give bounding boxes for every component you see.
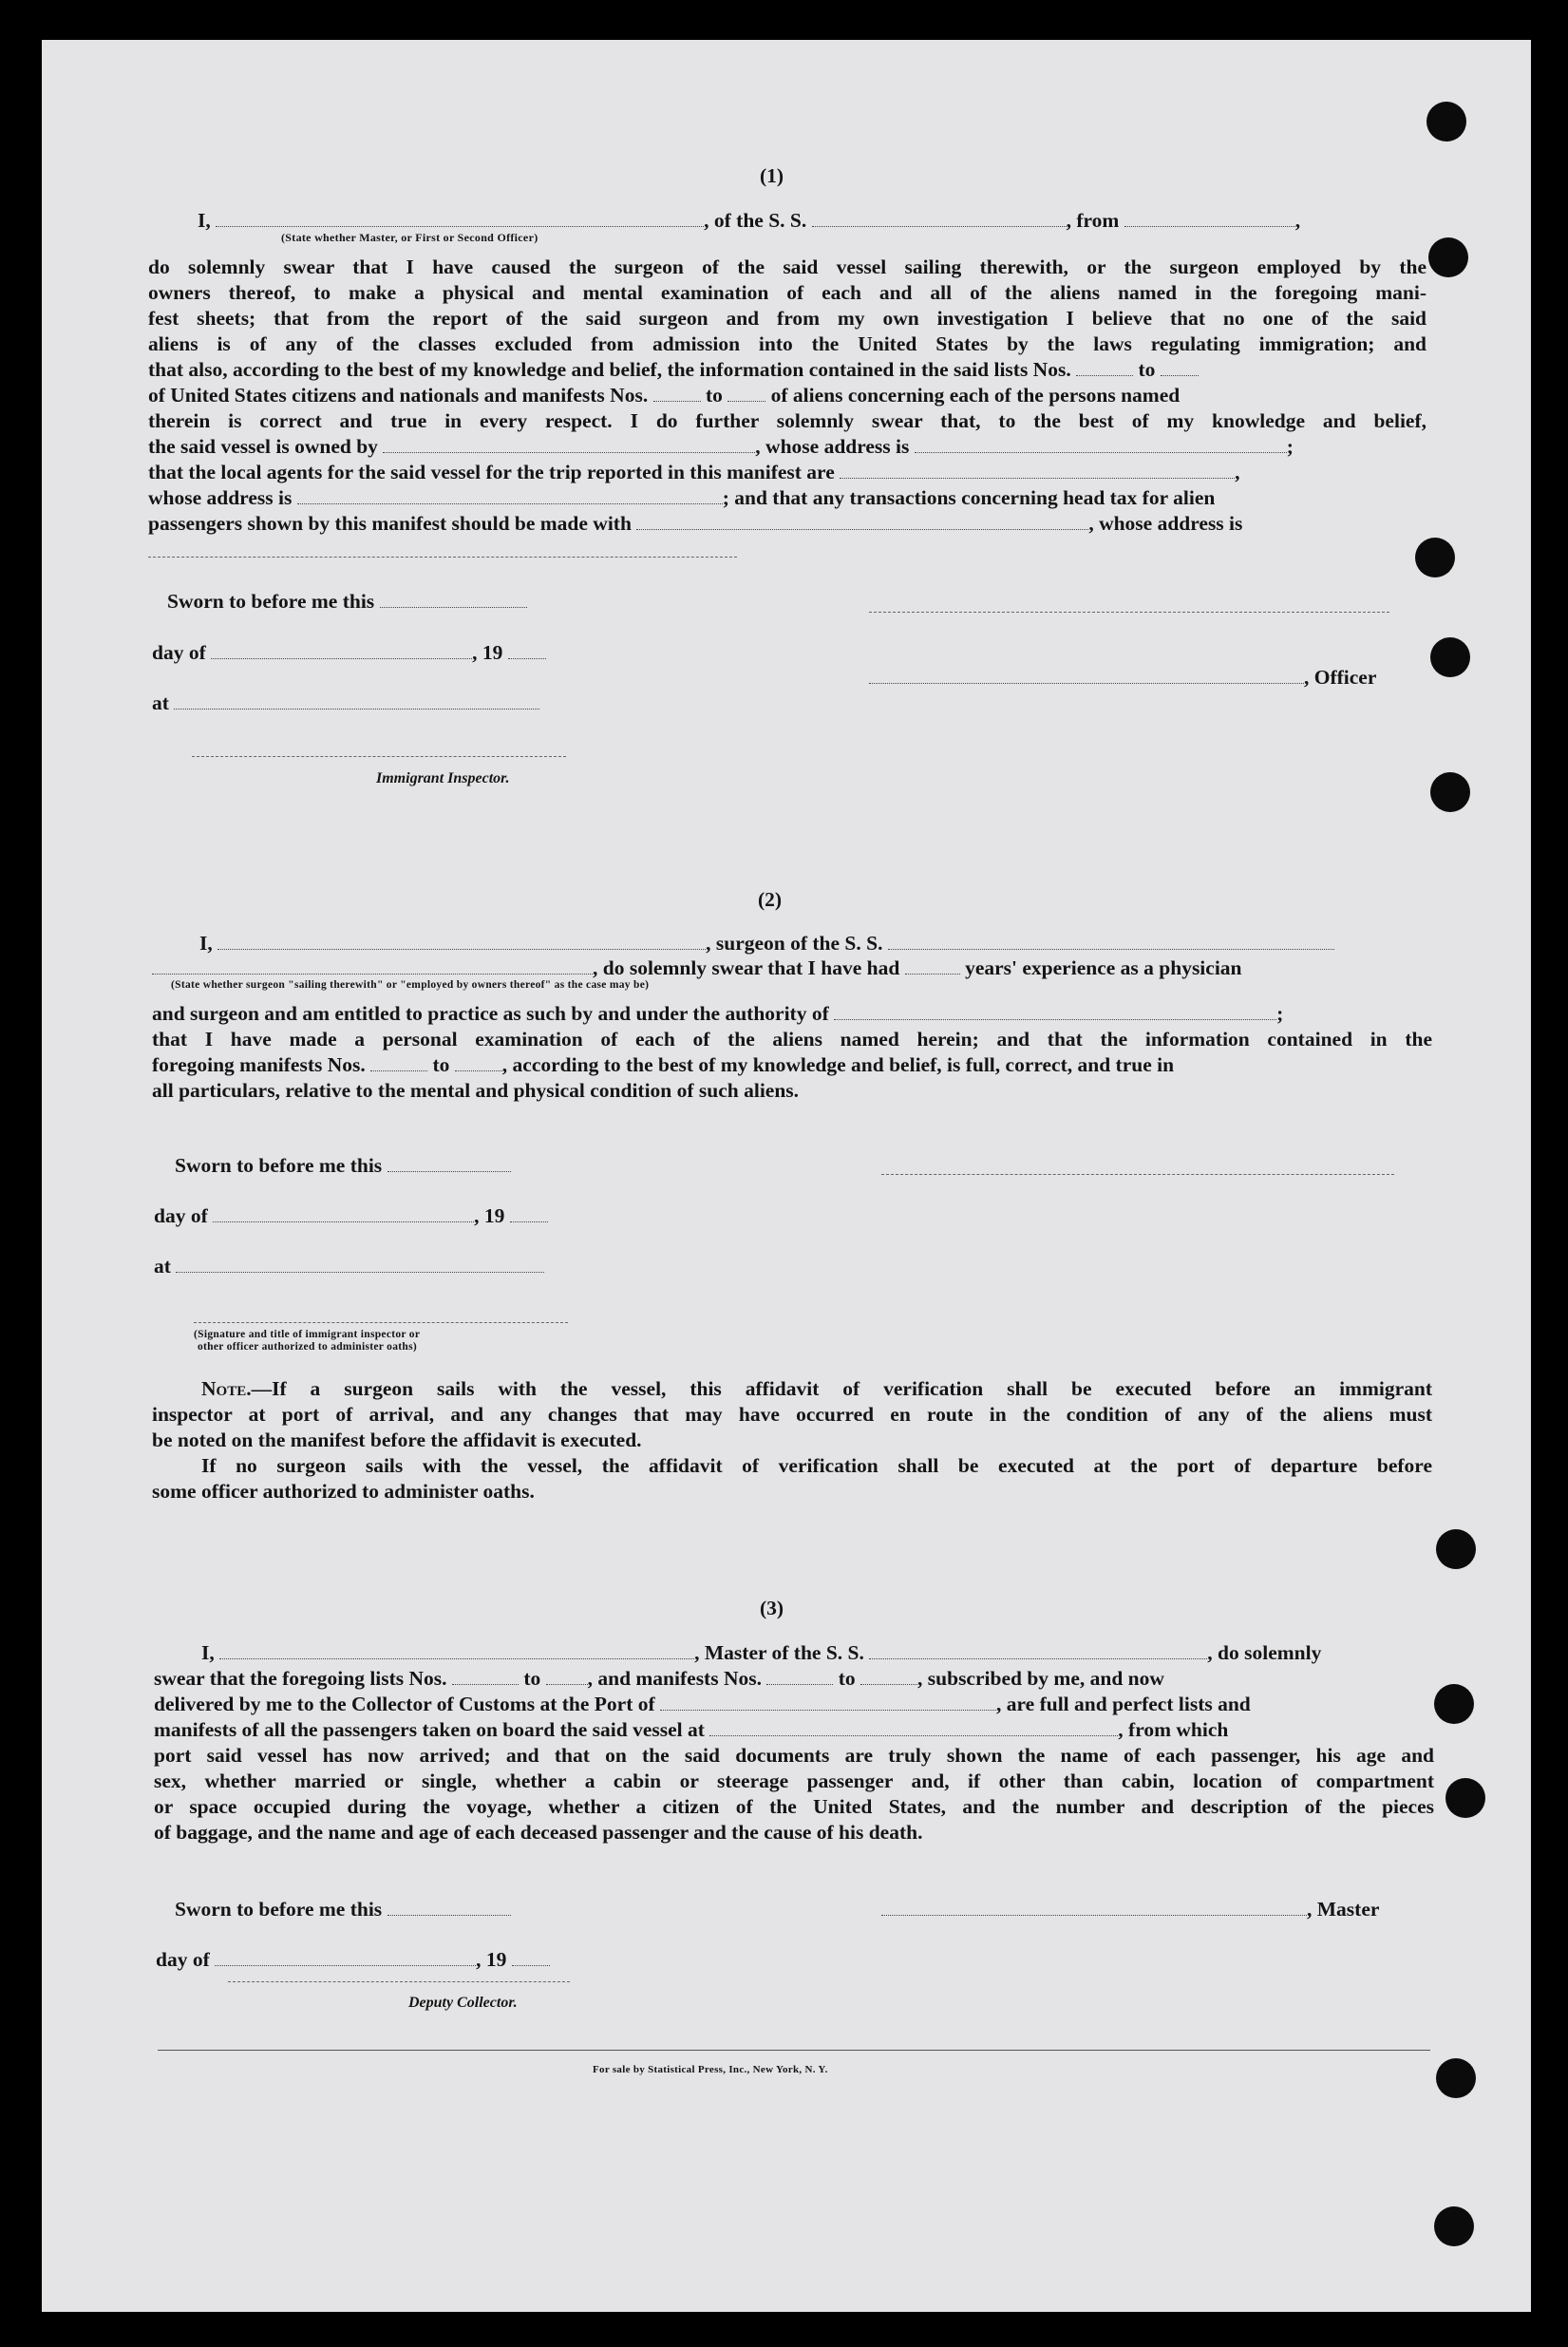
address-label: , whose address is xyxy=(755,435,910,458)
surgeon-name-field[interactable] xyxy=(217,933,706,950)
master-ship-field[interactable] xyxy=(869,1642,1207,1659)
s1-paragraph-line: therein is correct and true in every respect. I do further solemnly swear that, to the best of my knowledge and belief, xyxy=(148,409,1426,432)
punch-hole xyxy=(1430,637,1470,677)
s1-agents-line xyxy=(148,460,1240,485)
s2-officer-signature-line[interactable] xyxy=(194,1322,568,1323)
year-prefix: , 19 xyxy=(472,641,503,664)
s2-signature-note-2: other officer authorized to administer oaths) xyxy=(198,1341,418,1353)
section-2-number: (2) xyxy=(758,888,783,911)
s3-line-3 xyxy=(154,1692,1251,1717)
s1-officer-note: (State whether Master, or First or Second Officer) xyxy=(281,231,538,244)
s2-authority-line xyxy=(152,1001,1283,1027)
month-field[interactable] xyxy=(211,642,472,659)
s3-paragraph-line: port said vessel has now arrived; and that on the said documents are truly shown the name of each passenger, his age and xyxy=(154,1744,1434,1767)
sworn-day-field[interactable] xyxy=(380,591,527,608)
manifests-to-field[interactable] xyxy=(727,385,765,402)
s3-pronoun: I, xyxy=(201,1641,215,1664)
master-label: , Master xyxy=(1307,1898,1380,1921)
footer-rule xyxy=(158,2050,1430,2051)
year-prefix: , 19 xyxy=(476,1948,507,1971)
s2-manifests-to-field[interactable] xyxy=(455,1054,502,1071)
agents-field[interactable] xyxy=(840,462,1235,479)
note-line: be noted on the manifest before the affidavit is executed. xyxy=(152,1429,642,1451)
s2-year-field[interactable] xyxy=(510,1205,548,1222)
to-label: to xyxy=(432,1053,450,1076)
section-1-number: (1) xyxy=(760,164,784,187)
officer-title-field[interactable] xyxy=(869,667,1304,684)
year-prefix: , 19 xyxy=(474,1204,505,1227)
inspector-signature-line[interactable] xyxy=(192,756,566,757)
punch-hole xyxy=(1426,102,1466,142)
lists-to-field[interactable] xyxy=(1161,359,1199,376)
lists-label: swear that the foregoing lists Nos. xyxy=(154,1667,447,1690)
year-field[interactable] xyxy=(508,642,546,659)
master-signature-field[interactable] xyxy=(881,1899,1307,1916)
aliens-label: of aliens concerning each of the persons named xyxy=(770,384,1181,407)
note-line: If no surgeon sails with the vessel, the affidavit of verification shall be executed at the port of departure before xyxy=(201,1454,1432,1477)
from-which-label: , from which xyxy=(1118,1718,1229,1741)
to-label: to xyxy=(705,384,723,407)
s3-year-field[interactable] xyxy=(512,1949,550,1966)
master-ship-label: , Master of the S. S. xyxy=(694,1641,864,1664)
head-tax-label: ; and that any transactions concerning head tax for alien xyxy=(722,486,1216,509)
to-label: to xyxy=(523,1667,541,1690)
inspector-caption: Immigrant Inspector. xyxy=(376,770,510,786)
manifests-label: , and manifests Nos. xyxy=(587,1667,762,1690)
s3-lists-from-field[interactable] xyxy=(452,1668,519,1685)
port-label: delivered by me to the Collector of Customs at the Port of xyxy=(154,1693,655,1715)
section-3-number: (3) xyxy=(760,1597,784,1619)
s2-pronoun: I, xyxy=(199,932,213,955)
subscribed-label: , subscribed by me, and now xyxy=(917,1667,1164,1690)
s1-officer-title xyxy=(869,665,1376,691)
day-of-text: day of xyxy=(152,641,206,664)
punch-hole xyxy=(1445,1778,1485,1818)
s1-sworn-label xyxy=(167,589,527,615)
s2-line-2 xyxy=(152,956,1242,981)
s2-manifests-from-field[interactable] xyxy=(370,1054,427,1071)
s1-from-label: , from xyxy=(1066,209,1120,232)
s2-status-note: (State whether surgeon "sailing therewith" or "employed by owners thereof" as the case may be) xyxy=(171,979,650,991)
note-text: —If a surgeon sails with the vessel, this affidavit of verification shall be executed before an immigrant xyxy=(251,1377,1432,1400)
s3-lists-to-field[interactable] xyxy=(546,1668,588,1685)
to-label: to xyxy=(838,1667,856,1690)
punch-hole xyxy=(1436,2058,1476,2098)
s1-lists-line xyxy=(148,357,1199,383)
s1-manifests-line xyxy=(148,383,1180,408)
s1-at-line xyxy=(152,691,539,716)
s1-agent-address-line xyxy=(148,485,1215,511)
officer-label: , Officer xyxy=(1304,666,1377,689)
s1-ship-label: , of the S. S. xyxy=(704,209,807,232)
s1-paragraph-line: fest sheets; that from the report of the said surgeon and from my own investigation I believe that no one of the said xyxy=(148,307,1426,330)
lists-label: that also, according to the best of my knowledge and belief, the information contained in the said lists Nos. xyxy=(148,358,1071,381)
s2-sworn-label xyxy=(175,1153,511,1179)
s2-sworn-day-field[interactable] xyxy=(387,1155,511,1172)
s2-day-of xyxy=(154,1203,548,1229)
manifests-label: foregoing manifests Nos. xyxy=(152,1053,366,1076)
address-label: whose address is xyxy=(148,486,293,509)
experience-label: , do solemnly swear that I have had xyxy=(593,956,900,979)
note-label: Note. xyxy=(201,1377,252,1400)
s3-line-1 xyxy=(201,1640,1321,1666)
master-name-field[interactable] xyxy=(219,1642,694,1659)
punch-hole xyxy=(1434,1684,1474,1724)
s3-manifests-from-field[interactable] xyxy=(766,1668,833,1685)
owner-address-field[interactable] xyxy=(915,436,1287,453)
owner-field[interactable] xyxy=(383,436,755,453)
address-continuation-line[interactable] xyxy=(148,557,737,558)
punch-hole xyxy=(1430,772,1470,812)
to-label: to xyxy=(1138,358,1156,381)
s3-paragraph-line: or space occupied during the voyage, whether a citizen of the United States, and the number and description of the pieces xyxy=(154,1795,1434,1818)
s3-line-2 xyxy=(154,1666,1164,1692)
authority-field[interactable] xyxy=(834,1003,1276,1020)
s3-month-field[interactable] xyxy=(215,1949,476,1966)
place-field[interactable] xyxy=(174,692,539,710)
customs-port-field[interactable] xyxy=(660,1694,996,1711)
collector-caption: Deputy Collector. xyxy=(408,1995,518,2011)
punch-hole xyxy=(1434,2206,1474,2246)
punch-hole xyxy=(1415,538,1455,577)
surgeon-signature-line[interactable] xyxy=(881,1174,1394,1175)
manifests-from-field[interactable] xyxy=(653,385,701,402)
s2-manifests-line xyxy=(152,1052,1174,1078)
semicolon: ; xyxy=(1286,435,1294,458)
s3-paragraph-line: of baggage, and the name and age of each deceased passenger and the cause of his death. xyxy=(154,1821,923,1844)
s1-line-1 xyxy=(198,208,1300,234)
embark-label: manifests of all the passengers taken on board the said vessel at xyxy=(154,1718,705,1741)
s3-day-of xyxy=(156,1947,550,1973)
printer-imprint: For sale by Statistical Press, Inc., New York, N. Y. xyxy=(593,2064,828,2075)
comma: , xyxy=(1235,461,1240,483)
years-label: years' experience as a physician xyxy=(965,956,1242,979)
s1-head-tax-line xyxy=(148,511,1242,537)
authority-label: and surgeon and am entitled to practice as such by and under the authority of xyxy=(152,1002,829,1025)
note-line: inspector at port of arrival, and any changes that may have occurred en route in the condition of any of the aliens must xyxy=(152,1403,1432,1426)
agent-address-field[interactable] xyxy=(297,487,723,504)
s3-manifests-to-field[interactable] xyxy=(860,1668,917,1685)
years-field[interactable] xyxy=(905,957,960,975)
comma: , xyxy=(1294,209,1301,232)
day-of-text: day of xyxy=(156,1948,210,1971)
s3-line-4 xyxy=(154,1717,1228,1743)
at-text: at xyxy=(154,1255,171,1278)
sworn-text: Sworn to before me this xyxy=(175,1154,383,1177)
owner-label: the said vessel is owned by xyxy=(148,435,378,458)
agents-label: that the local agents for the said vessel for the trip reported in this manifest are xyxy=(148,461,835,483)
ship-name-field[interactable] xyxy=(812,210,1067,227)
s2-signature-note-1: (Signature and title of immigrant inspector or xyxy=(194,1329,421,1340)
surgeon-ship-label: , surgeon of the S. S. xyxy=(706,932,883,955)
surgeon-ship-field[interactable] xyxy=(888,933,1334,950)
head-tax-party-field[interactable] xyxy=(636,513,1088,530)
sworn-text: Sworn to before me this xyxy=(167,590,375,613)
punch-hole xyxy=(1436,1529,1476,1569)
surgeon-status-field[interactable] xyxy=(152,957,593,975)
perfect-lists-label: , are full and perfect lists and xyxy=(996,1693,1251,1715)
officer-signature-line[interactable] xyxy=(869,612,1389,613)
s1-pronoun: I, xyxy=(198,209,211,232)
at-text: at xyxy=(152,691,169,714)
s3-sworn-label xyxy=(175,1897,511,1922)
address-label: , whose address is xyxy=(1088,512,1243,535)
embark-port-field[interactable] xyxy=(709,1719,1118,1736)
s3-master-signature xyxy=(881,1897,1379,1922)
s2-line-1 xyxy=(199,931,1334,956)
head-tax-party-label: passengers shown by this manifest should be made with xyxy=(148,512,632,535)
s2-place-field[interactable] xyxy=(176,1256,544,1273)
s2-paragraph-line: that I have made a personal examination of each of the aliens named herein; and that the information contained in the xyxy=(152,1028,1432,1050)
day-of-text: day of xyxy=(154,1204,208,1227)
lists-from-field[interactable] xyxy=(1076,359,1133,376)
s2-month-field[interactable] xyxy=(213,1205,474,1222)
s1-paragraph-line: do solemnly swear that I have caused the surgeon of the said vessel sailing therewith, or the surgeon employed by the xyxy=(148,256,1426,278)
s1-paragraph-line: owners thereof, to make a physical and mental examination of each and all of the aliens named in the foregoing mani- xyxy=(148,281,1426,304)
sworn-text: Sworn to before me this xyxy=(175,1898,383,1921)
s1-owner-line xyxy=(148,434,1294,460)
semicolon: ; xyxy=(1276,1002,1284,1025)
departure-port-field[interactable] xyxy=(1124,210,1295,227)
collector-signature-line[interactable] xyxy=(228,1981,570,1982)
s3-paragraph-line: sex, whether married or single, whether a cabin or steerage passenger and, if other than cabin, location of compartment xyxy=(154,1770,1434,1792)
note-line xyxy=(201,1376,1432,1402)
manifest-page xyxy=(42,40,1531,2312)
solemnly-label: , do solemnly xyxy=(1207,1641,1322,1664)
s3-sworn-day-field[interactable] xyxy=(387,1899,511,1916)
manifests-label: of United States citizens and nationals and manifests Nos. xyxy=(148,384,649,407)
s1-paragraph-line: aliens is of any of the classes excluded from admission into the United States by the laws regulating immigration; and xyxy=(148,332,1426,355)
name-field[interactable] xyxy=(216,210,704,227)
s2-at-line xyxy=(154,1254,544,1279)
note-line: some officer authorized to administer oaths. xyxy=(152,1480,535,1503)
punch-hole xyxy=(1428,237,1468,277)
s1-day-of xyxy=(152,640,546,666)
s2-paragraph-line: all particulars, relative to the mental and physical condition of such aliens. xyxy=(152,1079,800,1102)
belief-label: , according to the best of my knowledge and belief, is full, correct, and true in xyxy=(501,1053,1175,1076)
